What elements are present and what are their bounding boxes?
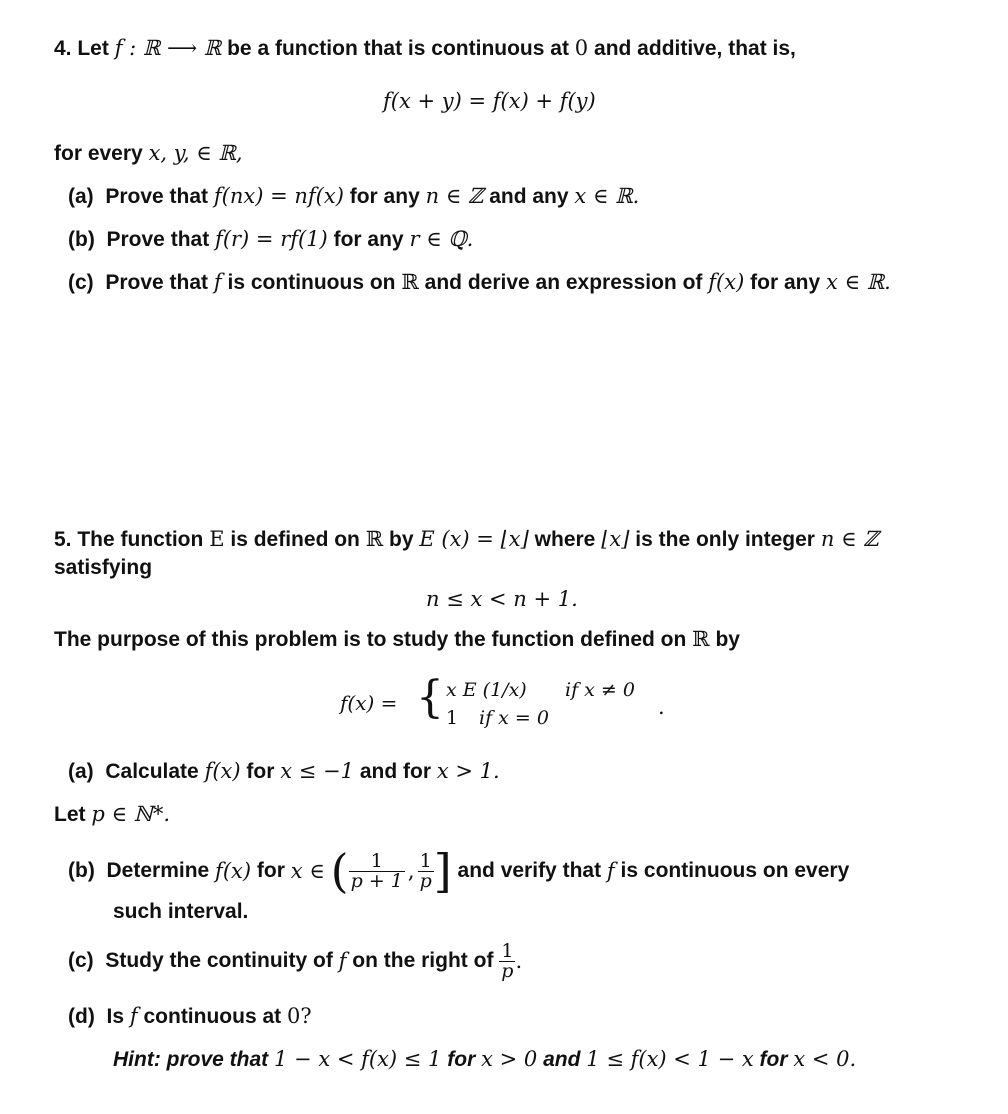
- problem-5-purpose: The purpose of this problem is to study the function defined on ℝ by: [54, 627, 740, 651]
- piecewise-case-2-expr: 1: [446, 707, 459, 729]
- let-p: Let p ∈ ℕ*.: [54, 802, 171, 826]
- problem-4-number: 4.: [54, 37, 72, 60]
- part-label: (a): [68, 185, 94, 208]
- problem-4-statement: 4. Let f : ℝ ⟶ ℝ be a function that is continuous at 0 and additive, that is,: [54, 36, 796, 60]
- piecewise-period: .: [658, 695, 665, 719]
- floor-inequality: n ≤ x < n + 1.: [426, 587, 578, 611]
- problem-4-part-b: (b) Prove that f(r) = rf(1) for any r ∈ ℚ.: [68, 227, 474, 251]
- part-label: (c): [68, 271, 94, 294]
- open-paren: (: [330, 844, 349, 898]
- part-label: (b): [68, 228, 95, 251]
- piecewise-lhs: f(x) =: [340, 691, 398, 715]
- piecewise-case-1-cond: if x ≠ 0: [565, 679, 635, 701]
- problem-5-number: 5.: [54, 528, 72, 551]
- problem-5-statement: 5. The function E is defined on ℝ by E (x) = ⌊x⌋ where ⌊x⌋ is the only integer n ∈ ℤ: [54, 527, 879, 551]
- additivity-equation: f(x + y) = f(x) + f(y): [383, 89, 596, 113]
- problem-5-part-b: (b) Determine f(x) for x ∈ ( $\frac{1}{p + 1}$ , $\frac{1}{p}$ ] and verify that f is continuous on every: [68, 844, 850, 898]
- part-label: (c): [68, 949, 94, 972]
- piecewise-brace: {: [416, 672, 444, 723]
- fraction-one-over-p: $\frac{1}{p}$: [501, 939, 514, 982]
- close-bracket: ]: [433, 844, 452, 898]
- problem-5-part-d: (d) Is f continuous at 0?: [68, 1004, 312, 1028]
- problem-4-part-c: (c) Prove that f is continuous on ℝ and derive an expression of f(x) for any x ∈ ℝ.: [68, 270, 891, 294]
- piecewise-case-2-cond: if x = 0: [479, 707, 549, 729]
- part-label: (b): [68, 859, 95, 882]
- fraction-upper-bound: $\frac{1}{p}$: [419, 849, 432, 892]
- problem-5-part-c: (c) Study the continuity of f on the right of $\frac{1}{p}$ .: [68, 939, 523, 982]
- problem-4-quantifier: for every x, y, ∈ ℝ,: [54, 141, 243, 165]
- part-label: (d): [68, 1005, 95, 1028]
- problem-5-part-b-cont: such interval.: [113, 900, 249, 923]
- fraction-lower-bound: $\frac{1}{p + 1}$: [350, 849, 403, 892]
- part-label: (a): [68, 760, 94, 783]
- problem-4-part-a: (a) Prove that f(nx) = nf(x) for any n ∈ ℤ and any x ∈ ℝ.: [68, 184, 640, 208]
- problem-5-hint: Hint: prove that 1 − x < f(x) ≤ 1 for x > 0 and 1 ≤ f(x) < 1 − x for x < 0.: [113, 1047, 857, 1071]
- problem-5-statement-cont: satisfying: [54, 556, 153, 579]
- piecewise-case-1-expr: x E (1/x): [446, 679, 527, 701]
- problem-5-part-a: (a) Calculate f(x) for x ≤ −1 and for x > 1.: [68, 759, 500, 783]
